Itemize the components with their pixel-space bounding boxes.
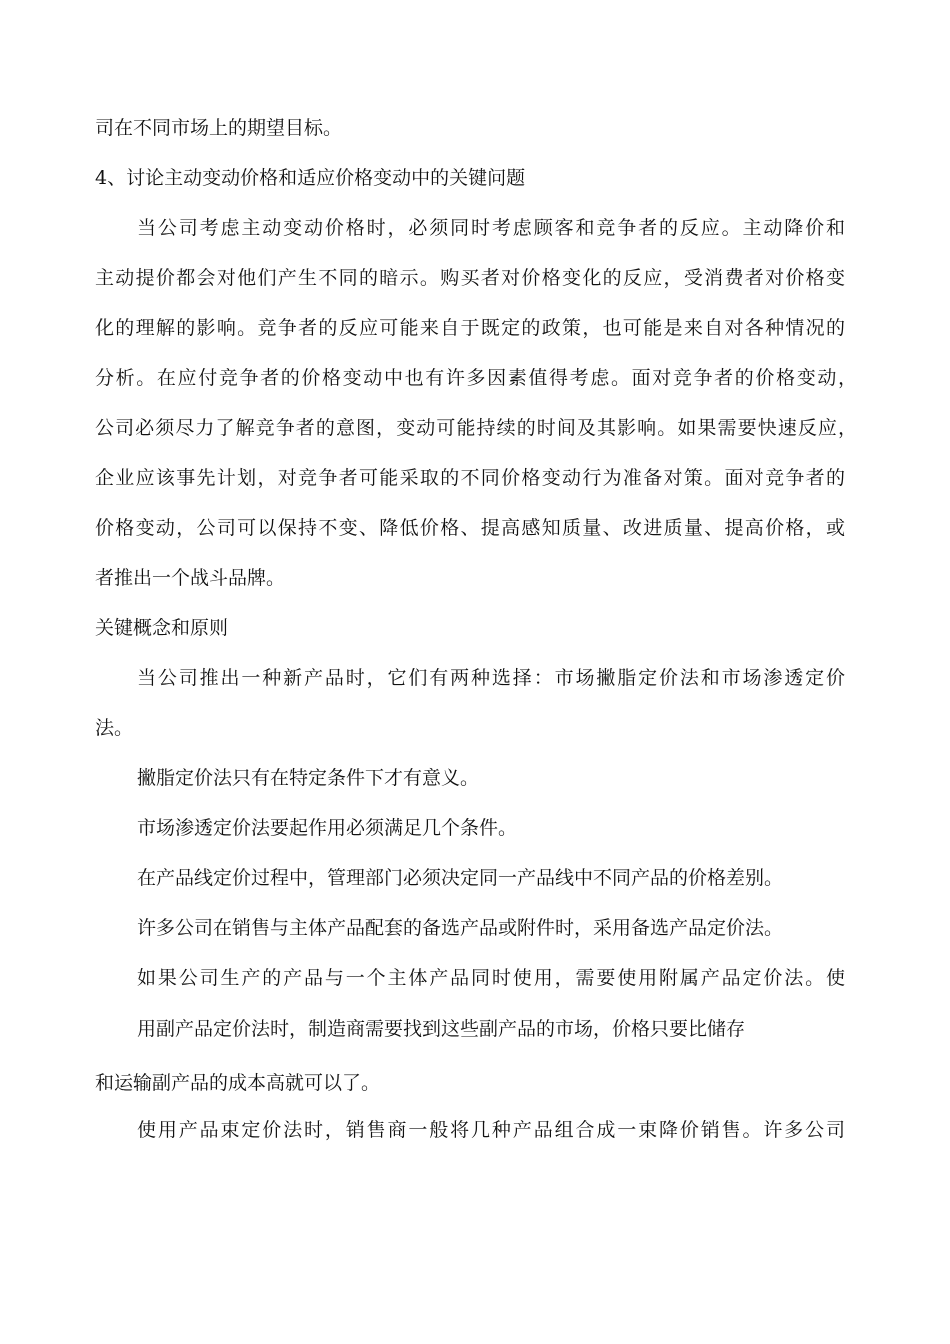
paragraph-line: 价格变动，公司可以保持不变、降低价格、提高感知质量、改进质量、提高价格，或 bbox=[95, 517, 845, 539]
paragraph-line: 分析。在应付竞争者的价格变动中也有许多因素值得考虑。面对竞争者的价格变动， bbox=[95, 367, 857, 389]
paragraph-line: 企业应该事先计划，对竞争者可能采取的不同价格变动行为准备对策。面对竞争者的 bbox=[95, 467, 845, 489]
paragraph-line: 化的理解的影响。竞争者的反应可能来自于既定的政策，也可能是来自对各种情况的 bbox=[95, 317, 845, 339]
paragraph-line: 使用产品束定价法时，销售商一般将几种产品组合成一束降价销售。许多公司 bbox=[137, 1119, 845, 1141]
paragraph-line: 主动提价都会对他们产生不同的暗示。购买者对价格变化的反应，受消费者对价格变 bbox=[95, 267, 845, 289]
paragraph-line: 者推出一个战斗品牌。 bbox=[95, 567, 286, 589]
paragraph-line: 撇脂定价法只有在特定条件下才有意义。 bbox=[137, 767, 480, 789]
paragraph-line: 法。 bbox=[95, 717, 134, 739]
section-heading-key-concepts: 关键概念和原则 bbox=[95, 617, 229, 639]
text-line-continuation: 司在不同市场上的期望目标。 bbox=[95, 117, 343, 139]
paragraph-line: 市场渗透定价法要起作用必须满足几个条件。 bbox=[137, 817, 518, 839]
section-heading-4: 4、讨论主动变动价格和适应价格变动中的关键问题 bbox=[95, 167, 526, 189]
paragraph-line: 和运输副产品的成本高就可以了。 bbox=[95, 1072, 381, 1094]
paragraph-line: 用副产品定价法时，制造商需要找到这些副产品的市场，价格只要比储存 bbox=[137, 1018, 746, 1040]
paragraph-line: 当公司推出一种新产品时，它们有两种选择：市场撇脂定价法和市场渗透定价 bbox=[137, 667, 845, 689]
paragraph-line: 公司必须尽力了解竞争者的意图，变动可能持续的时间及其影响。如果需要快速反应， bbox=[95, 417, 857, 439]
paragraph-line: 许多公司在销售与主体产品配套的备选产品或附件时，采用备选产品定价法。 bbox=[137, 917, 784, 939]
paragraph-line: 当公司考虑主动变动价格时，必须同时考虑顾客和竞争者的反应。主动降价和 bbox=[137, 217, 845, 239]
paragraph-line: 如果公司生产的产品与一个主体产品同时使用，需要使用附属产品定价法。使 bbox=[137, 967, 845, 989]
paragraph-line: 在产品线定价过程中，管理部门必须决定同一产品线中不同产品的价格差别。 bbox=[137, 867, 784, 889]
